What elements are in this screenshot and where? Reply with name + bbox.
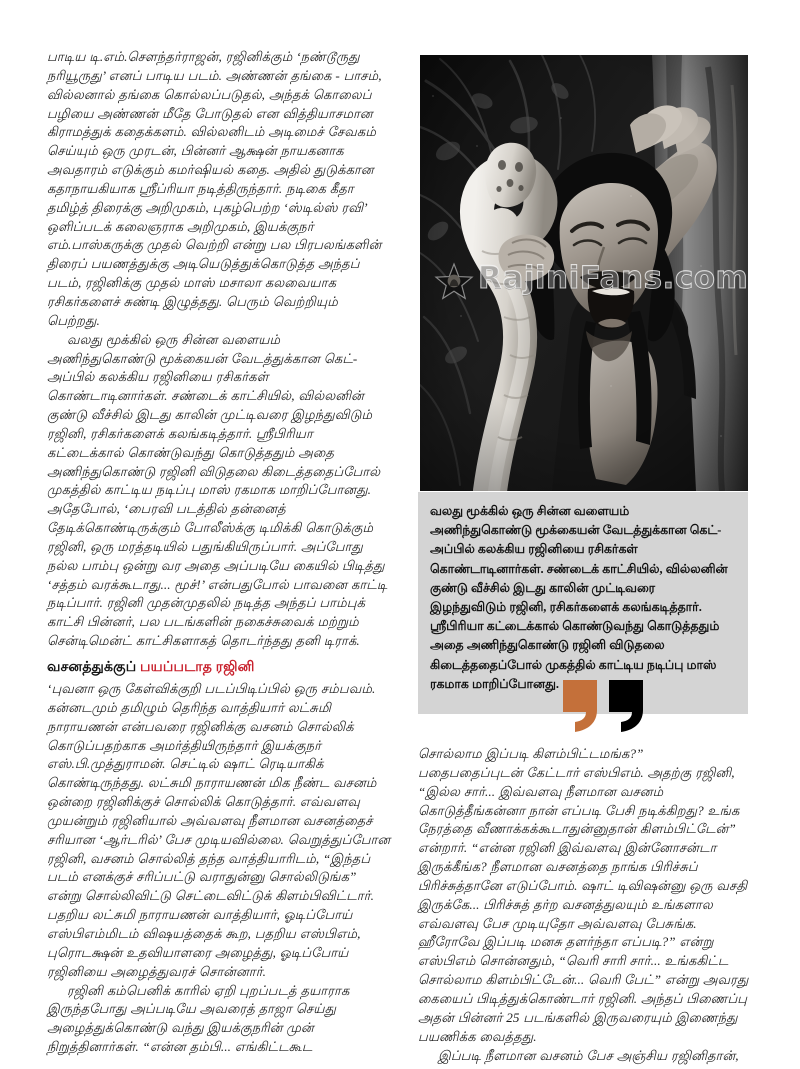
paragraph: இப்படி நீளமான வசனம் பேச அஞ்சிய ரஜினிதான்,: [438, 1047, 739, 1063]
section-subheading: [47, 658, 392, 677]
quote-mark-icon: [561, 680, 647, 732]
paragraph: வலது மூக்கில் ஒரு சின்ன வளையம் அணிந்துகொண்டு மூக்கையன் வேடத்துக்கான கெட்-அப்பில் கலக்கிய ரஜினியை ரசிகர்கள் கொண்டாடினார்கள். சண்டைக் காட்சியில், வில்லனின் குண்டு வீச்சில் இடது காலின் முட்டிவரை இழந்துவிடும் ரஜினி, ரசிகர்களைக் கலங்கடித்தார். ஸ்ரீபிரியா கட்டைக்கால் கொண்டுவந்து கொடுத்ததும் அதை அணிந்துகொண்டு ரஜினி விடுதலை கிடைத்ததைப்போல் முகத்தில் காட்டிய நடிப்பு மாஸ் ரகமாக மாறிப்போனது. அதேபோல், ‘பைரவி படத்தில் தன்னைத் தேடிக்கொண்டிருக்கும் போலீஸ்க்கு டிமிக்கி கொடுக்கும் ரஜினி, ஒரு மரத்தடியில் பதுங்கியிருப்பார். அப்போது நல்ல பாம்பு ஒன்று வர அதை அப்படியே கையில் பிடித்து ‘சத்தம் வரக்கூடாது... மூச்!’ என்பதுபோல் பாவனை காட்டி நடிப்பார். ரஜினி முதன்முதலில் நடித்த அந்தப் பாம்புக் காட்சி பின்னர், பல படங்களின் நகைச்சுவைக் மற்றும் சென்டிமென்ட் காட்சிகளாகத் தொடர்ந்தது தனி டிராக்.: [47, 331, 388, 649]
article-photo: [420, 55, 748, 491]
paragraph: ரஜினி கம்பெனிக் காரில் ஏறி புறப்படத் தயாராக இருந்தபோது அப்படியே அவரைத் தாஜா செய்து அழைத்துக்கொண்டு வந்து இயக்குநரின் முன் நிறுத்தினார்கள். “என்ன தம்பி... எங்கிட்டகூட: [47, 982, 350, 1055]
subheading-dark-part: வசனத்துக்குப்: [47, 660, 137, 675]
photo-caption-box: [418, 492, 748, 714]
left-text-column: [47, 48, 392, 1057]
paragraph: ‘புவனா ஒரு கேள்விக்குறி படப்பிடிப்பில் ஒரு சம்பவம். கன்னடமும் தமிழும் தெரிந்த வாத்தியார் லட்சுமி நாராயணன் என்பவரை ரஜினிக்கு வசனம் சொல்லிக் கொடுப்பதற்காக அமர்த்தியிருந்தார் இயக்குநர் எஸ்.பி.முத்துராமன். செட்டில் ஷாட் ரெடியாகிக் கொண்டிருந்தது. லட்சுமி நாராயணன் மிக நீண்ட வசனம் ஒன்றை ரஜினிக்குச் சொல்லிக் கொடுத்தார். எவ்வளவு முயன்றும் ரஜினியால் அவ்வளவு நீளமான வசனத்தைச் சரியான ‘ஆர்டரில்’ பேச முடியவில்லை. வெறுத்துப்போன ரஜினி, வசனம் சொல்லித் தந்த வாத்தியாரிடம், “இந்தப் படம் எனக்குச் சரிப்பட்டு வராதுன்னு சொல்லிடுங்க” என்று சொல்லிவிட்டு செட்டைவிட்டுக் கிளம்பிவிட்டார். பதறிய லட்சுமி நாராயணன் வாத்தியார், ஓடிப்போய் எஸ்பிஎம்மிடம் விஷயத்தைக் கூற, பதறிய எஸ்பிஎம், புரொடக்ஷன் உதவியாளரை அழைத்து, ஓடிப்போய் ரஜினியை அழைத்துவரச் சொன்னார்.: [47, 681, 391, 979]
photo-caption-text: வலது மூக்கில் ஒரு சின்ன வளையம் அணிந்துகொண்டு மூக்கையன் வேடத்துக்கான கெட்-அப்பில் கலக்கிய ரஜினியை ரசிகர்கள் கொண்டாடினார்கள். சண்டைக் காட்சியில், வில்லனின் குண்டு வீச்சில் இடது காலின் முட்டிவரை இழந்துவிடும் ரஜினி, ரசிகர்களைக் கலங்கடித்தார். ஸ்ரீபிரியா கட்டைக்கால் கொண்டுவந்து கொடுத்ததும் அதை அணிந்துகொண்டு ரஜினி விடுதலை கிடைத்ததைப்போல் முகத்தில் காட்டிய நடிப்பு மாஸ் ரகமாக மாறிப்போனது.: [430, 504, 728, 691]
paragraph: சொல்லாம இப்படி கிளம்பிட்டமங்க?” பதைபதைப்புடன் கேட்டார் எஸ்பிஎம். அதற்கு ரஜினி, “இல்ல சார்... இவ்வளவு நீளமான வசனம் கொடுத்தீங்கன்னா நான் எப்படி பேசி நடிக்கிறது? உங்க நேரத்தை வீணாக்கக்கூடாதுன்னுதான் கிளம்பிட்டேன்” என்றார். “என்ன ரஜினி இவ்வளவு இன்னோசன்டா இருக்கீங்க? நீளமான வசனத்தை நாங்க பிரிச்சுப் பிரிச்சுத்தானே எடுப்போம். ஷாட் டிவிஷன்னு ஒரு வசதி இருக்கே... பிரிச்சுத் தர்ற வசனத்துலயும் உங்களால எவ்வளவு பேச முடியுதோ அவ்வளவு பேசுங்க. ஹீரோவே இப்படி மனசு தளர்ந்தா எப்படி?” என்று எஸ்பிஎம் சொன்னதும், “வெரி சாரி சார்... உங்ககிட்ட சொல்லாம கிளம்பிட்டேன்... வெரி பேட்” என்று அவரது கையைப் பிடித்துக்கொண்டார் ரஜினி. அந்தப் பிணைப்பு அதன் பின்னர் 25 படங்களில் இருவரையும் இணைந்து பயணிக்க வைத்தது.: [418, 746, 749, 1044]
paragraph: பாடிய டி.எம்.சௌந்தர்ராஜன், ரஜினிக்கும் ‘நண்டூருது நரியூருது’ எனப் பாடிய படம். அண்ணன் தங்கை - பாசம், வில்லனால் தங்கை கொல்லப்படுதல், அந்தக் கொலைப் பழியை அண்ணன் மீதே போடுதல் என வித்தியாசமான கிராமத்துக் கதைக்களம். வில்லனிடம் அடிமைச் சேவகம் செய்யும் ஒரு முரடன், பின்னர் ஆக்ஷன் நாயகனாக அவதாரம் எடுக்கும் கமர்ஷியல் கதை. அதில் துடுக்கான கதாநாயகியாக ஸ்ரீப்ரியா நடித்திருந்தார். நடிகை கீதா தமிழ்த் திரைக்கு அறிமுகம், புகழ்பெற்ற ‘ஸ்டில்ஸ் ரவி’ ஒளிப்படக் கலைஞராக அறிமுகம், இயக்குநர் எம்.பாஸ்கருக்கு முதல் வெற்றி என்று பல பிரபலங்களின் திரைப் பயணத்துக்கு அடியெடுத்துக்கொடுத்த அந்தப் படம், ரஜினிக்கு முதல் மாஸ் மசாலா கலவையாக ரசிகர்களைச் சுண்டி இழுத்தது. பெரும் வெற்றியும் பெற்றது.: [47, 49, 382, 328]
watermark-text: RajiniFans.com: [478, 260, 748, 296]
photo-image: [420, 55, 748, 491]
subheading-accent-part: பயப்படாத ரஜினி: [140, 660, 255, 675]
right-text-column: [418, 745, 750, 1065]
